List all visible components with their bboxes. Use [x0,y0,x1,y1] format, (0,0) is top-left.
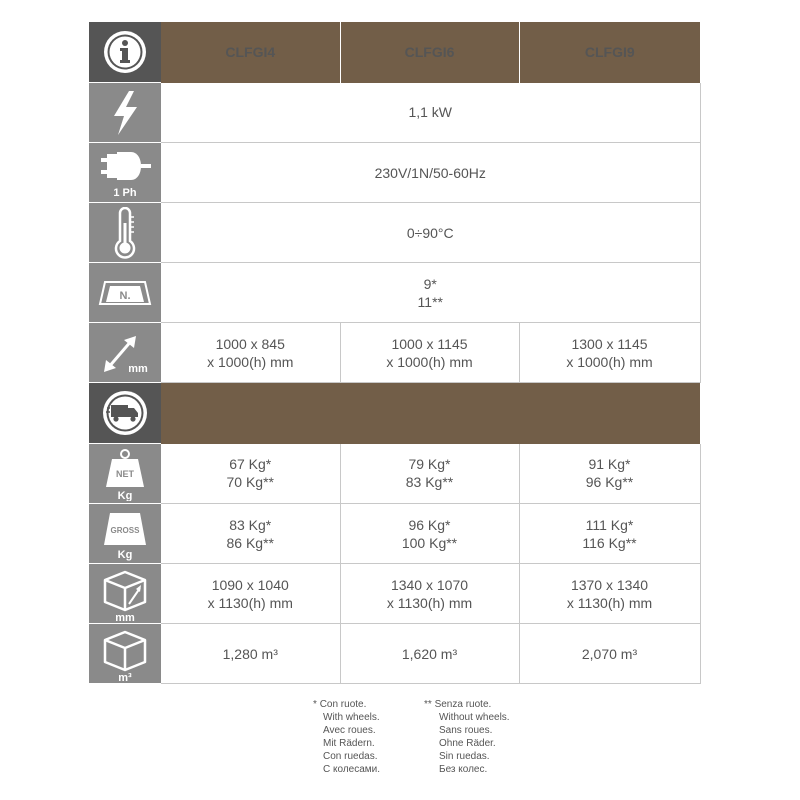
box-dimensions-line-2: x 1130(h) mm [207,594,293,611]
footnote-line: Without wheels. [439,712,510,723]
footnote-double-star [424,698,510,776]
net-weight-line-1: 67 Kg* [229,456,272,473]
voltage-row [89,143,700,203]
gross-weight-line-1: 111 Kg* [585,516,634,533]
net-weight-model-2 [340,444,519,504]
gross-label-bottom: Kg [117,548,133,561]
net-weight-line-1: 79 Kg* [408,456,451,473]
footnote-line: Без колес. [439,764,488,775]
volume-model-2: 1,620 m³ [340,624,519,684]
dimensions-icon [98,330,152,376]
footnote-line: With wheels. [323,712,380,723]
trays-line-1: 9* [423,275,437,292]
gross-weight-line-2: 100 Kg** [401,534,458,551]
footnote-line: Mit Rädern. [323,738,375,749]
footnote-line: Ohne Räder. [439,738,496,749]
dimensions-line-1: 1000 x 1145 [391,335,468,352]
temp-icon-cell [89,203,161,263]
dimensions-line-1: 1000 x 845 [215,335,285,352]
dimensions-line-2: x 1000(h) mm [386,353,473,370]
box-dimensions-icon [99,566,151,622]
dimensions-model-1 [161,323,340,383]
box-dims-label: mm [115,611,135,622]
gross-weight-line-1: 83 Kg* [229,516,272,533]
footnote-line: Con ruote. [319,699,367,710]
model-header-1: CLFGI4 [161,22,340,83]
net-weight-line-2: 70 Kg** [226,474,274,491]
temperature-row [89,203,700,263]
dims-icon-cell [89,323,161,383]
power-row [89,83,700,143]
box-dimensions-row [89,564,700,624]
info-icon [102,29,148,75]
tray-icon [96,276,154,310]
footnote-line: Con ruedas. [323,751,378,762]
thermometer-icon [110,207,140,259]
shipping-icon-cell [89,383,161,444]
net-weight-model-3 [519,444,700,504]
dimensions-line-1: 1300 x 1145 [571,335,648,352]
volume-row [89,624,700,684]
footnote-line: Sans roues. [439,725,493,736]
plug-label: 1 Ph [113,186,137,199]
dimensions-line-2: x 1000(h) mm [566,353,653,370]
tray-icon-cell [89,263,161,323]
dimensions-model-3 [519,323,700,383]
dimensions-row [89,323,700,383]
gross-weight-icon [102,507,148,561]
box-dimensions-line-2: x 1130(h) mm [566,594,653,611]
net-weight-row [89,444,700,504]
truck-icon [101,389,149,437]
gross-weight-model-2 [340,504,519,564]
dims-label: mm [128,362,148,375]
box-vol-label: m³ [118,671,132,682]
net-weight-icon [102,447,148,501]
gross-label-top: GROSS [110,525,140,535]
box-vol-icon-cell [89,624,161,684]
net-weight-line-2: 83 Kg** [405,474,454,491]
gross-weight-model-3 [519,504,700,564]
footnote-line: Avec roues. [323,725,376,736]
box-volume-icon [99,626,151,682]
gross-weight-line-2: 86 Kg** [226,534,274,551]
box-dimensions-model-3 [519,564,700,624]
temperature-value: 0÷90°C [161,203,700,263]
model-header-3: CLFGI9 [519,22,700,83]
gross-weight-row [89,504,700,564]
net-label-top: NET [116,468,134,479]
header-row [89,22,700,83]
lightning-icon [105,89,145,137]
gross-icon-cell [89,504,161,564]
trays-row [89,263,700,323]
power-value: 1,1 kW [161,83,700,143]
gross-weight-line-2: 116 Kg** [582,534,637,551]
footnote-mark: ** [424,699,432,710]
trays-value [161,263,700,323]
footnote-mark: * [313,699,317,710]
box-dims-icon-cell [89,564,161,624]
box-dimensions-model-1 [161,564,340,624]
footnote-line: С колесами. [323,764,381,775]
plug-icon [95,146,155,200]
box-dimensions-line-1: 1340 x 1070 [390,576,469,593]
net-weight-line-1: 91 Kg* [588,456,631,473]
model-header-2: CLFGI6 [340,22,519,83]
shipping-header-row [89,383,700,444]
box-dimensions-line-1: 1090 x 1040 [211,576,289,593]
footnote-line: Sin ruedas. [439,751,490,762]
spec-table [89,22,701,684]
net-icon-cell [89,444,161,504]
dimensions-model-2 [340,323,519,383]
box-dimensions-line-1: 1370 x 1340 [570,576,649,593]
net-weight-line-2: 96 Kg** [585,474,634,491]
info-icon-cell [89,22,161,83]
volume-model-1: 1,280 m³ [161,624,340,684]
plug-icon-cell [89,143,161,203]
footnote-line: Senza ruote. [434,699,492,710]
trays-line-2: 11** [417,293,443,310]
net-weight-model-1 [161,444,340,504]
gross-weight-line-1: 96 Kg* [408,516,451,533]
gross-weight-model-1 [161,504,340,564]
box-dimensions-model-2 [340,564,519,624]
power-icon-cell [89,83,161,143]
net-label-bottom: Kg [117,489,133,501]
voltage-value: 230V/1N/50-60Hz [161,143,700,203]
tray-label: N. [119,289,131,302]
footnote-single-star [313,698,380,776]
shipping-header-band [161,383,700,444]
dimensions-line-2: x 1000(h) mm [207,353,294,370]
volume-model-3: 2,070 m³ [519,624,700,684]
box-dimensions-line-2: x 1130(h) mm [386,594,473,611]
